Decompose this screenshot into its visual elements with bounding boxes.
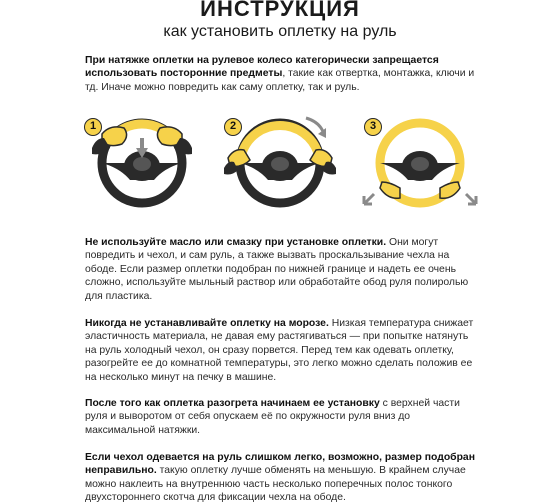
paragraph-text: , такие как отвертка, монтажка, ключи и тд. Иначе можно повредить как саму оплетку, так и руль. xyxy=(85,68,475,93)
step-1-illustration xyxy=(80,108,200,218)
step-2-illustration xyxy=(220,108,340,218)
paragraph-no-oil xyxy=(85,236,475,303)
paragraph-text: такую оплетку лучше обменять на меньшую. В крайнем случае можно наклеить на внутреннюю часть несколько поперечных полос тонкого двухстороннего скотча для фиксации чехла на ободе. xyxy=(85,465,466,504)
paragraph-text: Они могут повредить и чехол, и сам руль, а также вызвать проскальзывание чехла на ободе. Если размер оплетки подобран по нижней границе и надеть ее очень сложно, используйте мыльный раствор или обработайте обод руля полиролью для пластика. xyxy=(85,237,469,302)
paragraph-bold: Не используйте масло или смазку при установке оплетки. xyxy=(85,237,387,248)
step-number-badge: 3 xyxy=(364,118,382,136)
paragraph-text: Низкая температура снижает эластичность материала, не давая ему растягиваться — при попытке натянуть на руль холодный чехол, он сразу порвется. Перед тем как одевать оплетку, разогрейте ее до комнатной температуры, это легко можно сделать положив ее на несколько минут на печку в машине. xyxy=(85,318,474,383)
step-number-badge: 2 xyxy=(224,118,242,136)
paragraph-no-tools xyxy=(85,54,475,94)
paragraph-size-check xyxy=(85,451,475,504)
page-title: ИНСТРУКЦИЯ xyxy=(200,0,360,21)
paragraph-bold: После того как оплетка разогрета начинаем ее установку xyxy=(85,398,380,409)
step-3-illustration xyxy=(360,108,480,218)
paragraph-text: с верхней части руля и выворотом от себя опускаем её по окружности руля вниз до максимальной натяжки. xyxy=(85,398,460,436)
step-number-badge: 1 xyxy=(84,118,102,136)
page-subtitle: как установить оплетку на руль xyxy=(163,23,397,40)
paragraph-bold: При натяжке оплетки на рулевое колесо категорически запрещается использовать посторонние предметы xyxy=(85,55,439,80)
paragraph-bold: Никогда не устанавливайте оплетку на морозе. xyxy=(85,318,329,329)
paragraph-installation xyxy=(85,397,475,437)
installation-steps xyxy=(80,108,480,218)
paragraph-no-frost xyxy=(85,317,475,384)
paragraph-bold: Если чехол одевается на руль слишком легко, возможно, размер подобран неправильно. xyxy=(85,452,475,477)
